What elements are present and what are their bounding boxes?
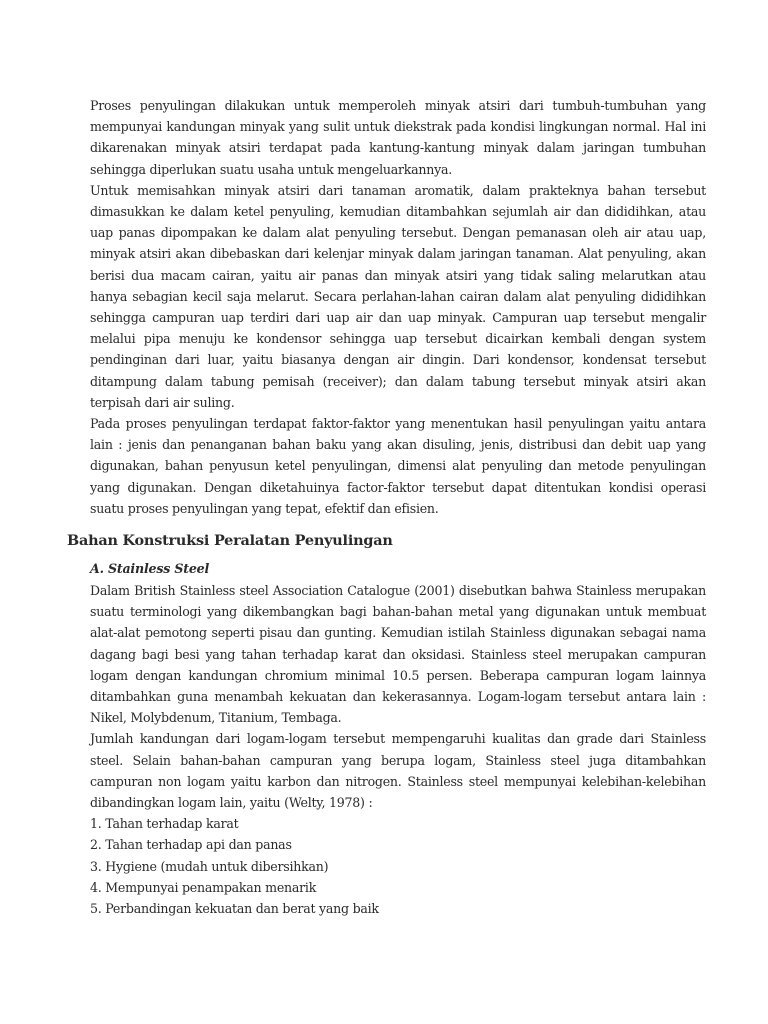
paragraph: Jumlah kandungan dari logam-logam tersebut mempengaruhi kualitas dan grade dari Stainless steel. Selain bahan-bahan campuran yang berupa logam, Stainless steel juga ditambahkan campuran non logam yaitu karbon dan nitrogen. Stainless steel mempunyai kelebihan-kelebihan dibandingkan logam lain, yaitu (Welty, 1978) :	[90, 731, 706, 811]
intro-text	[90, 95, 706, 519]
section-title: Bahan Konstruksi Peralatan Penyulingan	[67, 532, 393, 549]
paragraph: Proses penyulingan dilakukan untuk memperoleh minyak atsiri dari tumbuh-tumbuhan yang mempunyai kandungan minyak yang sulit untuk diekstrak pada kondisi lingkungan normal. Hal ini dikarenakan minyak atsiri terdapat pada kantung-kantung minyak dalam jaringan tumbuhan sehingga diperlukan suatu usaha untuk mengeluarkannya.	[90, 98, 706, 177]
paragraph: Pada proses penyulingan terdapat faktor-faktor yang menentukan hasil penyulingan yaitu antara lain : jenis dan penanganan bahan baku yang akan disuling, jenis, distribusi dan debit uap yang digunakan, bahan penyusun ketel penyulingan, dimensi alat penyuling dan metode penyulingan yang digunakan. Dengan diketahuinya factor-faktor tersebut dapat ditentukan kondisi operasi suatu proses penyulingan yang tepat, efektif dan efisien.	[90, 416, 706, 516]
advantages-list	[90, 813, 706, 919]
paragraph: Untuk memisahkan minyak atsiri dari tanaman aromatik, dalam prakteknya bahan tersebut dimasukkan ke dalam ketel penyuling, kemudian ditambahkan sejumlah air dan dididihkan, atau uap panas dipompakan ke dalam alat penyuling tersebut. Dengan pemanasan oleh air atau uap, minyak atsiri akan dibebaskan dari kelenjar minyak dalam jaringan tanaman. Alat penyuling, akan berisi dua macam cairan, yaitu air panas dan minyak atsiri yang tidak saling melarutkan atau hanya sebagian kecil saja melarut. Secara perlahan-lahan cairan dalam alat penyuling dididihkan sehingga campuran uap terdiri dari uap air dan uap minyak. Campuran uap tersebut mengalir melalui pipa menuju ke kondensor sehingga uap tersebut dicairkan kembali dengan system pendinginan dari luar, yaitu biasanya dengan air dingin. Dari kondensor, kondensat tersebut ditampung dalam tabung pemisah (receiver); dan dalam tabung tersebut minyak atsiri akan terpisah dari air suling.	[90, 182, 706, 410]
list-item: 5. Perbandingan kekuatan dan berat yang baik	[90, 901, 379, 917]
paragraph: Dalam British Stainless steel Association Catalogue (2001) disebutkan bahwa Stainless merupakan suatu terminologi yang dikembangkan bagi bahan-bahan metal yang digunakan untuk membuat alat-alat pemotong seperti pisau dan gunting. Kemudian istilah Stainless digunakan sebagai nama dagang bagi besi yang tahan terhadap karat dan oksidasi. Stainless steel merupakan campuran logam dengan kandungan chromium minimal 10.5 persen. Beberapa campuran logam lainnya ditambahkan guna menambah kekuatan dan kekerasannya. Logam-logam tersebut antara lain : Nikel, Molybdenum, Titanium, Tembaga.	[90, 583, 706, 726]
list-item: 2. Tahan terhadap api dan panas	[90, 837, 292, 853]
stainless-steel-text	[90, 580, 706, 919]
list-item: 1. Tahan terhadap karat	[90, 816, 239, 832]
list-item: 4. Mempunyai penampakan menarik	[90, 879, 317, 895]
subsection-title: A. Stainless Steel	[90, 561, 210, 576]
list-item: 3. Hygiene (mudah untuk dibersihkan)	[90, 858, 329, 874]
